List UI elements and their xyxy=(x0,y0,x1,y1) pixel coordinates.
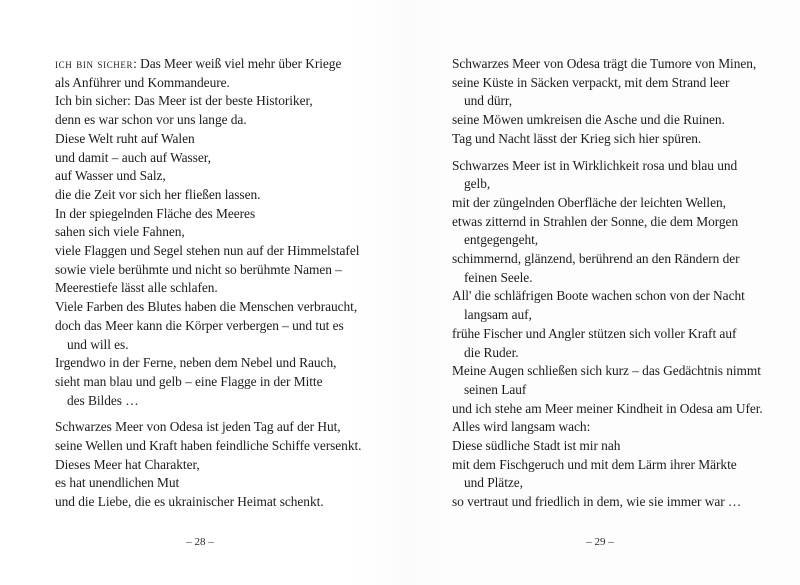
poem-line-continuation: seinen Lauf xyxy=(464,381,527,397)
poem-line: und ich stehe am Meer meiner Kindheit in Odesa am Ufer. xyxy=(452,400,763,416)
poem-line: schimmernd, glänzend, berührend an den Rändern der xyxy=(452,251,740,267)
poem-line: sowie viele berühmte und nicht so berühmte Namen – xyxy=(55,261,342,277)
left-page-poem xyxy=(55,55,390,520)
poem-line: Tag und Nacht lässt der Krieg sich hier spüren. xyxy=(452,130,702,146)
poem-line: frühe Fischer und Angler stützen sich voller Kraft auf xyxy=(452,325,737,341)
stanza xyxy=(55,55,390,410)
poem-line-continuation: und will es. xyxy=(67,336,129,352)
poem-line: etwas zitternd in Strahlen der Sonne, die dem Morgen xyxy=(452,213,739,229)
poem-line: auf Wasser und Salz, xyxy=(55,168,166,184)
right-page-number: – 29 – xyxy=(586,536,614,548)
poem-line: Alles wird langsam wach: xyxy=(452,419,591,435)
poem-line-continuation: die Ruder. xyxy=(464,344,519,360)
left-page-number: – 28 – xyxy=(186,536,214,548)
stanza xyxy=(452,55,772,149)
stanza xyxy=(55,418,390,512)
poem-line: Schwarzes Meer von Odesa trägt die Tumore von Minen, xyxy=(452,56,757,71)
poem-line-continuation: und Plätze, xyxy=(464,475,523,491)
poem-line: Diese südliche Stadt ist mir nah xyxy=(452,438,621,454)
right-page xyxy=(400,0,800,585)
poem-line-continuation: entgegengeht, xyxy=(464,232,539,248)
poem-line: mit der züngelnden Oberfläche der leichten Wellen, xyxy=(452,194,726,210)
poem-line: doch das Meer kann die Körper verbergen – und tut es xyxy=(55,317,344,333)
poem-line: und die Liebe, die es ukrainischer Heimat schenkt. xyxy=(55,494,324,510)
poem-line-continuation: feinen Seele. xyxy=(464,269,533,285)
poem-line: Meine Augen schließen sich kurz – das Gedächtnis nimmt xyxy=(452,363,761,379)
poem-line: viele Flaggen und Segel stehen nun auf der Himmelstafel xyxy=(55,243,360,259)
poem-line-continuation: des Bildes … xyxy=(67,392,139,408)
poem-line: Schwarzes Meer ist in Wirklichkeit rosa und blau und xyxy=(452,157,738,173)
poem-line-continuation: und dürr, xyxy=(464,93,513,109)
poem-line-continuation: langsam auf, xyxy=(464,307,532,323)
poem-line: Irgendwo in der Ferne, neben dem Nebel und Rauch, xyxy=(55,355,337,371)
poem-line: als Anführer und Kommandeure. xyxy=(55,74,230,90)
poem-line: mit dem Fischgeruch und mit dem Lärm ihrer Märkte xyxy=(452,456,737,472)
poem-line: Schwarzes Meer von Odesa ist jeden Tag auf der Hut, xyxy=(55,419,341,435)
poem-line: Ich bin sicher: Das Meer ist der beste Historiker, xyxy=(55,93,313,109)
poem-line: sahen sich viele Fahnen, xyxy=(55,224,185,240)
poem-line: All' die schläfrigen Boote wachen schon von der Nacht xyxy=(452,288,745,304)
poem-line: seine Möwen umkreisen die Asche und die Ruinen. xyxy=(452,112,725,128)
poem-line: Diese Welt ruht auf Walen xyxy=(55,130,195,146)
stanza xyxy=(452,157,772,512)
poem-line: In der spiegelnden Fläche des Meeres xyxy=(55,205,256,221)
poem-line: die die Zeit vor sich her fließen lassen. xyxy=(55,186,261,202)
poem-line: Dieses Meer hat Charakter, xyxy=(55,456,200,472)
poem-line: Viele Farben des Blutes haben die Menschen verbraucht, xyxy=(55,299,358,315)
poem-line: denn es war schon vor uns lange da. xyxy=(55,112,247,128)
poem-line: so vertraut und friedlich in dem, wie sie immer war … xyxy=(452,494,742,510)
poem-line: seine Wellen und Kraft haben feindliche Schiffe versenkt. xyxy=(55,438,362,454)
poem-line: seine Küste in Säcken verpackt, mit dem Strand leer xyxy=(452,74,730,90)
poem-line: sieht man blau und gelb – eine Flagge in der Mitte xyxy=(55,373,323,389)
poem-line xyxy=(55,55,390,74)
poem-line: Meerestiefe lässt alle schlafen. xyxy=(55,280,218,296)
poem-line: es hat unendlichen Mut xyxy=(55,475,180,491)
lead-in-small-caps: ich bin sicher xyxy=(55,56,134,71)
poem-line: und damit – auch auf Wasser, xyxy=(55,149,211,165)
right-page-poem xyxy=(452,55,772,520)
poem-line-text: : Das Meer weiß viel mehr über Kriege xyxy=(133,56,342,71)
poem-line-continuation: gelb, xyxy=(464,176,491,192)
